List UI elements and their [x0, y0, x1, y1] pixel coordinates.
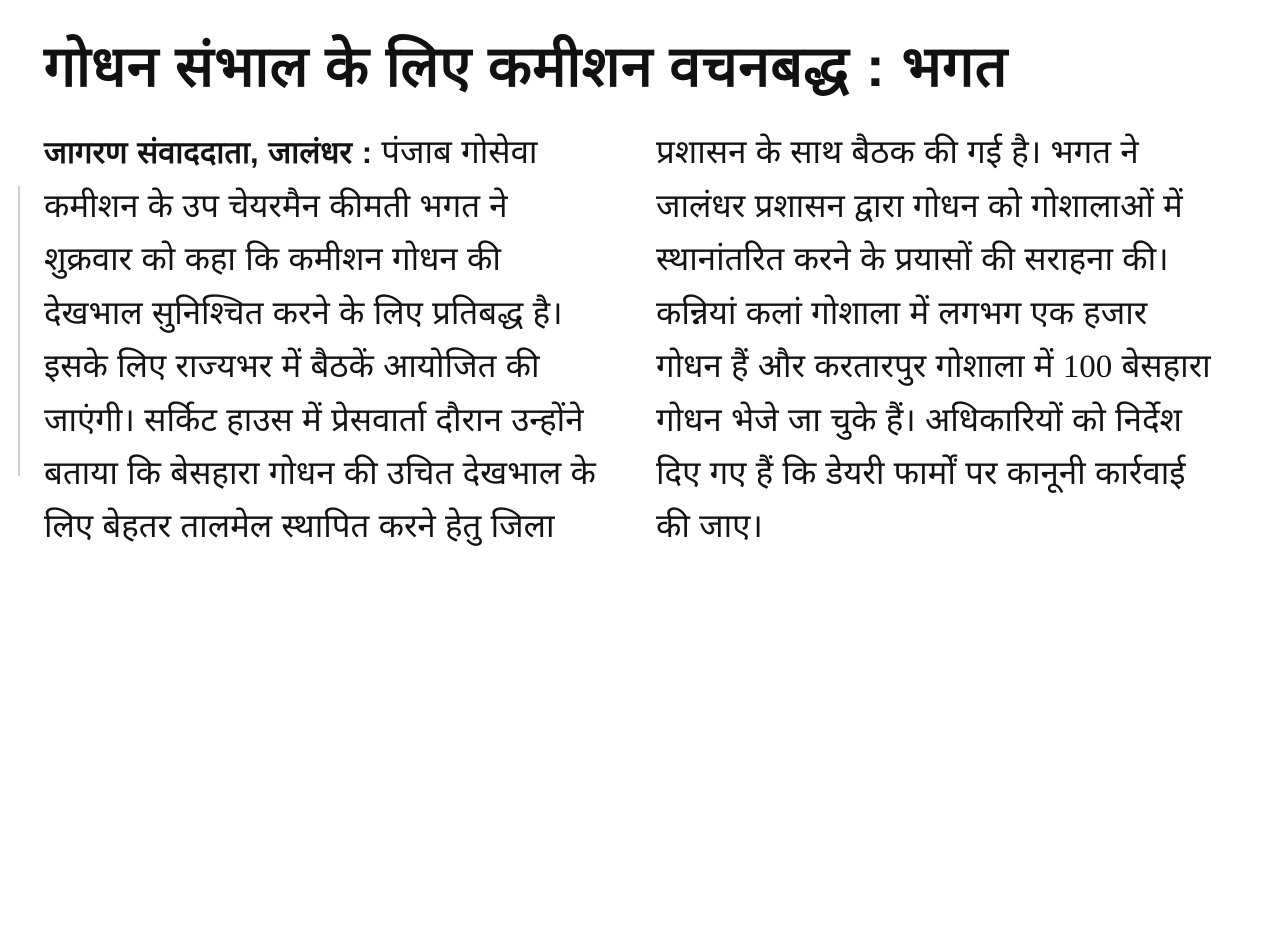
article-paragraph — [44, 127, 604, 555]
article-columns — [44, 127, 1236, 555]
column-divider-rule — [18, 186, 20, 476]
article-column-right — [656, 127, 1216, 555]
page-title: गोधन संभाल के लिए कमीशन वचनबद्ध : भगत — [44, 35, 1008, 99]
article-body-text: प्रशासन के साथ बैठक की गई है। भगत ने जालंधर प्रशासन द्वारा गोधन को गोशालाओं में स्थानांतरित करने के प्रयासों की सराहना की। कन्नियां कलां गोशाला में लगभग एक हजार गोधन हैं और करतारपुर गोशाला में 100 बेसहारा गोधन भेजे जा चुके हैं। अधिकारियों को निर्देश दिए गए हैं कि डेयरी फार्मों पर कानूनी कार्रवाई की जाए। — [656, 135, 1211, 546]
article-body-text: पंजाब गोसेवा कमीशन के उप चेयरमैन कीमती भगत ने शुक्रवार को कहा कि कमीशन गोधन की देखभाल सुनिश्चित करने के लिए प्रतिबद्ध है। इसके लिए राज्यभर में बैठकें आयोजित की जाएंगी। सर्किट हाउस में प्रेसवार्ता दौरान उन्होंने बताया कि बेसहारा गोधन की उचित देखभाल के लिए बेहतर तालमेल स्थापित करने हेतु जिला — [44, 135, 596, 546]
article-column-left — [44, 127, 604, 555]
byline: जागरण संवाददाता, जालंधर : — [44, 135, 373, 171]
